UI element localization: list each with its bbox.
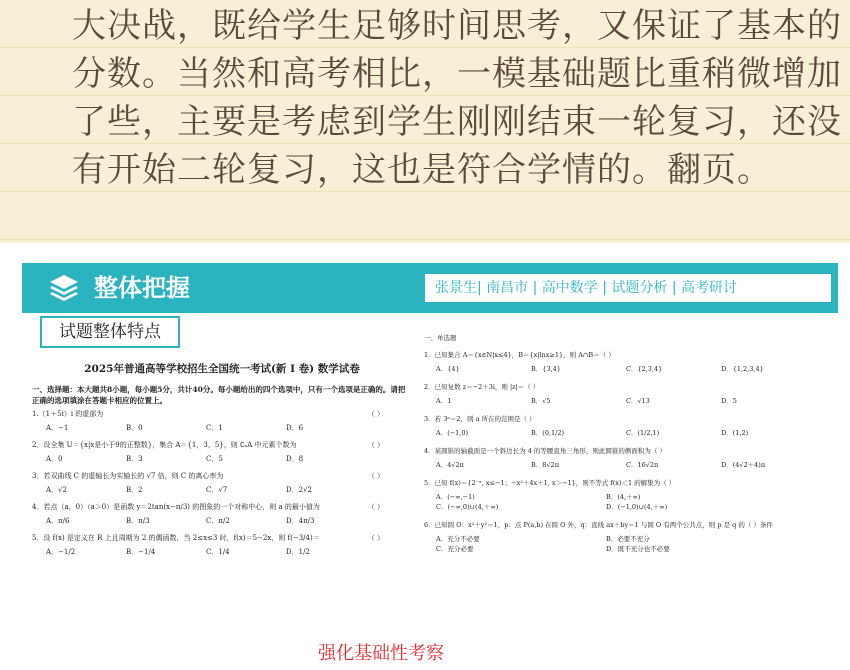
option: C．{2,3,4} xyxy=(626,365,663,373)
question-stem: 1.（1＋5i）i 的虚部为 xyxy=(32,410,104,418)
option: C．(1/2,1) xyxy=(626,429,660,437)
paragraph-line: 了些，主要是考虑到学生刚刚结束一轮复习，还没 xyxy=(72,102,842,142)
question-stem: 6．已知圆 O：x²＋y²＝1，p：点 P(a,b) 在圆 O 外，q：直线 ax＋by＝1 与圆 O 有两个公共点，则 p 是 q 的（ ）条件 xyxy=(424,521,773,529)
paragraph-line: 分数。当然和高考相比，一模基础题比重稍微增加 xyxy=(72,54,842,94)
question-stem-row xyxy=(32,471,412,482)
question-stem: 3．若 3ᵃ＝2，则 a 所在的范围是（ ） xyxy=(424,415,536,423)
answer-paren: （ ） xyxy=(367,472,384,480)
option: D．6 xyxy=(286,424,304,432)
option: B．(4,＋∞) xyxy=(606,493,641,501)
exam-title: 2025年普通高等学校招生全国统一考试(新 I 卷) 数学试卷 xyxy=(84,363,360,375)
option: A．(−∞,−1) xyxy=(436,493,475,501)
slide-title: 整体把握 xyxy=(94,274,190,302)
option: B．(0,1/2) xyxy=(531,429,565,437)
slide xyxy=(22,263,838,670)
question-options xyxy=(46,454,412,465)
lined-paper-text xyxy=(0,0,850,243)
question-options xyxy=(46,485,412,496)
option: A．充分不必要 xyxy=(436,535,480,543)
option: A．(−1,0) xyxy=(436,429,469,437)
option: B．0 xyxy=(126,424,143,432)
question-options xyxy=(436,364,828,374)
question-options xyxy=(46,423,412,434)
option: D．1/2 xyxy=(286,548,310,556)
option: B．{3,4} xyxy=(531,365,561,373)
option: A．{4} xyxy=(436,365,460,373)
question-options xyxy=(436,534,828,554)
option: A．0 xyxy=(46,455,63,463)
question-options xyxy=(436,396,828,406)
exam-section-heading: 一、选择题：本大题共8小题，每小题5分，共计40分。每小题给出的四个选项中，只有一个选项是正确的。请把正确的选项填涂在答题卡相应的位置上。 xyxy=(32,385,406,405)
question-stem-row xyxy=(32,502,412,513)
option: A．1 xyxy=(436,397,452,405)
slide-banner xyxy=(22,263,838,313)
option: C．√13 xyxy=(626,397,650,405)
separator xyxy=(0,243,850,263)
paragraph-line: 大决战，既给学生足够时间思考，又保证了基本的 xyxy=(72,6,842,46)
question-stem: 4．若点（a，0）（a＞0）是函数 y＝2tan(x−π/3) 的图象的一个对称中心，则 a 的最小值为 xyxy=(32,503,320,511)
option: A．4√2π xyxy=(436,461,464,469)
question-options xyxy=(436,492,828,512)
option: B．π/3 xyxy=(126,517,150,525)
option: A．√2 xyxy=(46,486,67,494)
section-tag: 试题整体特点 xyxy=(40,316,180,348)
question-stem: 4．某圆锥的轴截面是一个斜边长为 4 的等腰直角三角形，则此圆锥的侧面积为（ ） xyxy=(424,447,666,455)
question-stem: 5．已知 f(x)＝{2⁻ˣ, x≤−1；−x²＋4x＋1, x＞−1}，则不等式 f(x)＜1 的解集为（ ） xyxy=(424,479,676,487)
option: B．√5 xyxy=(531,397,551,405)
question-options xyxy=(46,547,412,558)
option: C．1/4 xyxy=(206,548,230,556)
option: B．−1/4 xyxy=(126,548,156,556)
option: D．(−1,0)∪(4,＋∞) xyxy=(606,503,668,511)
slide-caption: 强化基础性考察 xyxy=(318,643,444,664)
option: D．既不充分也不必要 xyxy=(606,545,670,553)
slide-subtitle: 张景生| 南昌市 | 高中数学 | 试题分析 | 高考研讨 xyxy=(424,273,832,303)
layers-icon xyxy=(48,273,80,303)
question-stem-row xyxy=(32,409,412,420)
exam-page-left xyxy=(32,361,412,564)
option: D．4π/3 xyxy=(286,517,315,525)
option: D．(1,2) xyxy=(721,429,749,437)
paragraph-line: 有开始二轮复习，这也是符合学情的。翻页。 xyxy=(72,150,772,190)
option: B．3 xyxy=(126,455,143,463)
question-stem: 3．若双曲线 C 的虚轴长为实轴长的 √7 倍，则 C 的离心率为 xyxy=(32,472,224,480)
option: C．1 xyxy=(206,424,223,432)
option: C．π/2 xyxy=(206,517,230,525)
answer-paren: （ ） xyxy=(367,410,384,418)
exam-section-heading: 一、单选题 xyxy=(424,334,457,342)
question-stem: 2．设全集 U＝{x|x是小于9的正整数}，集合 A＝{1，3，5}，则 ∁ᵤA 中元素个数为 xyxy=(32,441,297,449)
option: D．5 xyxy=(721,397,737,405)
option: B．必要不充分 xyxy=(606,535,650,543)
option: C．16√2π xyxy=(626,461,659,469)
answer-paren: （ ） xyxy=(367,503,384,511)
option: D．{1,2,3,4} xyxy=(721,365,764,373)
option: A．−1 xyxy=(46,424,69,432)
answer-paren: （ ） xyxy=(367,441,384,449)
option: B．2 xyxy=(126,486,143,494)
question-options xyxy=(436,460,828,470)
question-stem: 2．已知复数 z＝−2＋3i，则 |z|＝（ ） xyxy=(424,383,540,391)
option: A．−1/2 xyxy=(46,548,76,556)
question-options xyxy=(436,428,828,438)
option: D．(4√2＋4)π xyxy=(721,461,766,469)
question-stem: 1．已知集合 A＝{x∈N|x≤4}，B＝{x|lnx≥1}，则 A∩B＝（ ） xyxy=(424,351,615,359)
option: C．充分必要 xyxy=(436,545,474,553)
exam-page-right xyxy=(424,333,828,562)
question-options xyxy=(46,516,412,527)
option: C．(−∞,0)∪(4,＋∞) xyxy=(436,503,499,511)
option: C．√7 xyxy=(206,486,228,494)
option: C．5 xyxy=(206,455,223,463)
option: B．8√2π xyxy=(531,461,559,469)
question-stem: 5．设 f(x) 是定义在 R 上且周期为 2 的偶函数，当 2≤x≤3 时，f(x)＝5−2x，则 f(−3/4)＝ xyxy=(32,534,320,542)
answer-paren: （ ） xyxy=(367,534,384,542)
option: D．2√2 xyxy=(286,486,312,494)
question-stem-row xyxy=(32,440,412,451)
option: D．8 xyxy=(286,455,304,463)
question-stem-row xyxy=(32,533,412,544)
option: A．π/6 xyxy=(46,517,70,525)
